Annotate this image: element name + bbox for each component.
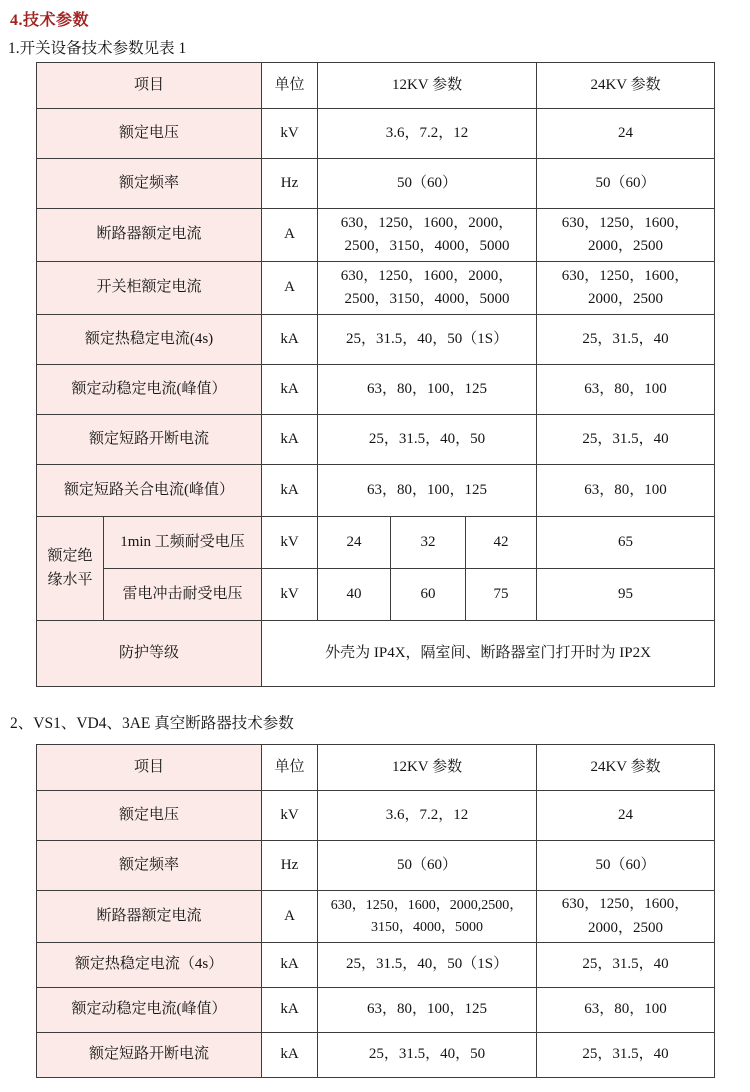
- value-cell: 3.6，7.2，12: [318, 109, 537, 159]
- value-cell: 40: [318, 569, 391, 621]
- table-row: [37, 791, 715, 841]
- value-cell: 25，31.5，40: [537, 415, 715, 465]
- row-label-cell: 额定电压: [37, 791, 262, 841]
- table-row: [37, 159, 715, 209]
- row-label-cell: 1min 工频耐受电压: [104, 517, 262, 569]
- row-label-cell: 断路器额定电流: [37, 891, 262, 943]
- value-cell: 3.6，7.2，12: [318, 791, 537, 841]
- value-cell: 63，80，100: [537, 465, 715, 517]
- section-title: 4.技术参数: [10, 12, 90, 29]
- value-cell: 630，1250，1600，2000，2500: [537, 209, 715, 262]
- row-label-cell: 额定短路开断电流: [37, 415, 262, 465]
- row-label-cell: 额定动稳定电流(峰值）: [37, 988, 262, 1033]
- value-cell: 50（60）: [537, 841, 715, 891]
- value-cell: 75: [466, 569, 537, 621]
- value-cell: 24KV 参数: [537, 745, 715, 791]
- value-cell: 25，31.5，40，50（1S）: [318, 315, 537, 365]
- value-cell: 630，1250，1600，2000，2500: [537, 891, 715, 943]
- value-cell: 25，31.5，40，50: [318, 415, 537, 465]
- value-cell: kA: [262, 415, 318, 465]
- row-label-cell: 项目: [37, 745, 262, 791]
- value-cell: kV: [262, 791, 318, 841]
- row-label-cell: 开关柜额定电流: [37, 262, 262, 315]
- value-cell: 63，80，100: [537, 365, 715, 415]
- row-label-cell: 额定动稳定电流(峰值）: [37, 365, 262, 415]
- table-row: [37, 988, 715, 1033]
- value-cell: 24KV 参数: [537, 63, 715, 109]
- row-label-cell: 额定电压: [37, 109, 262, 159]
- table-row: [37, 1033, 715, 1078]
- value-cell: 24: [537, 791, 715, 841]
- vacuum-breaker-parameters-table: [36, 744, 715, 1078]
- value-cell: A: [262, 262, 318, 315]
- row-label-cell: 额定短路关合电流(峰值）: [37, 465, 262, 517]
- table-row: [37, 262, 715, 315]
- table-row: [37, 621, 715, 687]
- value-cell: kA: [262, 1033, 318, 1078]
- table-row: [37, 745, 715, 791]
- table-row: [37, 465, 715, 517]
- row-label-cell: 断路器额定电流: [37, 209, 262, 262]
- value-cell: 60: [391, 569, 466, 621]
- value-cell: 24: [537, 109, 715, 159]
- value-cell: 12KV 参数: [318, 63, 537, 109]
- table-row: [37, 109, 715, 159]
- value-cell: 24: [318, 517, 391, 569]
- row-label-cell: 额定绝缘水平: [37, 517, 104, 621]
- value-cell: 单位: [262, 745, 318, 791]
- value-cell: 630，1250，1600，2000，2500，3150，4000，5000: [318, 209, 537, 262]
- value-cell: A: [262, 209, 318, 262]
- value-cell: 63，80，100，125: [318, 365, 537, 415]
- value-cell: 63，80，100: [537, 988, 715, 1033]
- value-cell: 12KV 参数: [318, 745, 537, 791]
- value-cell: Hz: [262, 841, 318, 891]
- value-cell: kA: [262, 988, 318, 1033]
- row-label-cell: 额定频率: [37, 841, 262, 891]
- value-cell: 50（60）: [318, 841, 537, 891]
- table-row: [37, 63, 715, 109]
- row-label-cell: 额定短路开断电流: [37, 1033, 262, 1078]
- row-label-cell: 额定热稳定电流（4s）: [37, 943, 262, 988]
- value-cell: 25，31.5，40: [537, 315, 715, 365]
- value-cell: A: [262, 891, 318, 943]
- value-cell: 63，80，100，125: [318, 465, 537, 517]
- value-cell: Hz: [262, 159, 318, 209]
- table2-caption: 2、VS1、VD4、3AE 真空断路器技术参数: [10, 715, 294, 732]
- table-row: [37, 841, 715, 891]
- value-cell: 65: [537, 517, 715, 569]
- table-row: [37, 209, 715, 262]
- value-cell: kV: [262, 569, 318, 621]
- value-cell: 95: [537, 569, 715, 621]
- value-cell: 25，31.5，40: [537, 943, 715, 988]
- table-row: [37, 365, 715, 415]
- value-cell: kA: [262, 315, 318, 365]
- row-label-cell: 防护等级: [37, 621, 262, 687]
- table-row: [37, 415, 715, 465]
- value-cell: 63，80，100，125: [318, 988, 537, 1033]
- value-cell: kA: [262, 365, 318, 415]
- value-cell: 630，1250，1600，2000，2500: [537, 262, 715, 315]
- value-cell: 50（60）: [537, 159, 715, 209]
- value-cell: 25，31.5，40: [537, 1033, 715, 1078]
- table-row: [37, 315, 715, 365]
- row-label-cell: 额定热稳定电流(4s): [37, 315, 262, 365]
- value-cell: kV: [262, 517, 318, 569]
- value-cell: 外壳为 IP4X，隔室间、断路器室门打开时为 IP2X: [262, 621, 715, 687]
- value-cell: kA: [262, 465, 318, 517]
- value-cell: kV: [262, 109, 318, 159]
- value-cell: 32: [391, 517, 466, 569]
- row-label-cell: 雷电冲击耐受电压: [104, 569, 262, 621]
- table-row: [37, 891, 715, 943]
- value-cell: 25，31.5，40，50（1S）: [318, 943, 537, 988]
- table-row: [37, 569, 715, 621]
- value-cell: 630，1250，1600，2000，2500，3150，4000，5000: [318, 262, 537, 315]
- value-cell: 630，1250，1600，2000,2500，3150，4000，5000: [318, 891, 537, 943]
- value-cell: 25，31.5，40，50: [318, 1033, 537, 1078]
- value-cell: 50（60）: [318, 159, 537, 209]
- row-label-cell: 项目: [37, 63, 262, 109]
- value-cell: kA: [262, 943, 318, 988]
- table-row: [37, 517, 715, 569]
- value-cell: 42: [466, 517, 537, 569]
- table1-caption: 1.开关设备技术参数见表 1: [8, 40, 187, 57]
- table-row: [37, 943, 715, 988]
- switchgear-parameters-table: [36, 62, 715, 687]
- row-label-cell: 额定频率: [37, 159, 262, 209]
- value-cell: 单位: [262, 63, 318, 109]
